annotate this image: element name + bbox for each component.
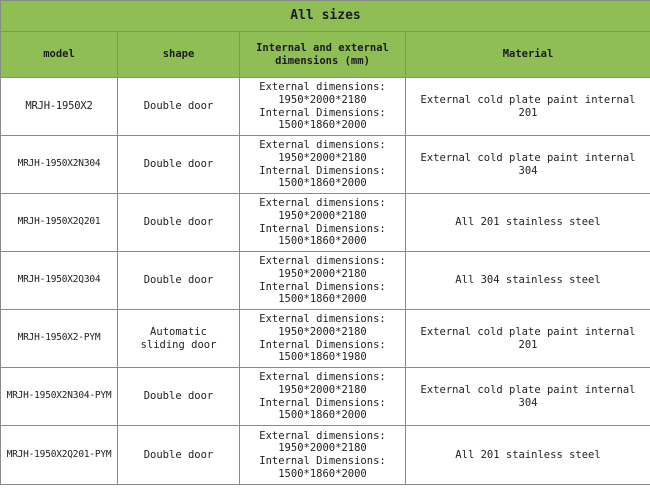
external-dimensions-value: 1950*2000*2180 bbox=[278, 151, 367, 164]
internal-dimensions-value: 1500*1860*2000 bbox=[278, 467, 367, 480]
external-dimensions-label: External dimensions: bbox=[259, 139, 386, 152]
header-shape: shape bbox=[118, 32, 240, 78]
external-dimensions-label: External dimensions: bbox=[259, 255, 386, 268]
internal-dimensions-value: 1500*1860*2000 bbox=[278, 119, 367, 132]
header-dimensions-line2: dimensions (mm) bbox=[275, 54, 370, 67]
model-cell: MRJH-1950X2 bbox=[1, 78, 118, 136]
table-row bbox=[1, 136, 650, 194]
table-title-row bbox=[1, 1, 650, 32]
material-cell: All 304 stainless steel bbox=[406, 252, 650, 310]
internal-dimensions-value: 1500*1860*1980 bbox=[278, 351, 367, 364]
external-dimensions-value: 1950*2000*2180 bbox=[278, 267, 367, 280]
table-row bbox=[1, 252, 650, 310]
header-dimensions bbox=[240, 32, 406, 78]
model-cell: MRJH-1950X2N304 bbox=[1, 136, 118, 194]
external-dimensions-label: External dimensions: bbox=[259, 81, 386, 94]
material-cell: External cold plate paint internal 201 bbox=[406, 310, 650, 368]
material-cell: All 201 stainless steel bbox=[406, 426, 650, 485]
table-row bbox=[1, 426, 650, 485]
material-cell: External cold plate paint internal 304 bbox=[406, 368, 650, 426]
table-row bbox=[1, 368, 650, 426]
internal-dimensions-value: 1500*1860*2000 bbox=[278, 235, 367, 248]
internal-dimensions-label: Internal Dimensions: bbox=[259, 455, 386, 467]
shape-line1: Automatic bbox=[150, 325, 207, 338]
table-row bbox=[1, 194, 650, 252]
external-dimensions-label: External dimensions: bbox=[259, 371, 386, 384]
shape-line1: Double door bbox=[143, 100, 214, 113]
model-cell: MRJH-1950X2Q201 bbox=[1, 194, 118, 252]
external-dimensions-label: External dimensions: bbox=[259, 429, 386, 442]
external-dimensions-value: 1950*2000*2180 bbox=[278, 209, 367, 222]
dimensions-cell bbox=[240, 194, 406, 252]
internal-dimensions-value: 1500*1860*2000 bbox=[278, 409, 367, 422]
shape-cell bbox=[118, 78, 240, 136]
material-cell: External cold plate paint internal 304 bbox=[406, 136, 650, 194]
model-cell: MRJH-1950X2-PYM bbox=[1, 310, 118, 368]
dimensions-cell bbox=[240, 426, 406, 485]
material-cell: External cold plate paint internal 201 bbox=[406, 78, 650, 136]
table-body bbox=[1, 78, 650, 485]
dimensions-cell bbox=[240, 136, 406, 194]
model-cell: MRJH-1950X2Q201-PYM bbox=[1, 426, 118, 485]
material-cell: All 201 stainless steel bbox=[406, 194, 650, 252]
model-cell: MRJH-1950X2Q304 bbox=[1, 252, 118, 310]
header-material: Material bbox=[406, 32, 650, 78]
shape-cell bbox=[118, 368, 240, 426]
dimensions-cell bbox=[240, 310, 406, 368]
table-header-row bbox=[1, 32, 650, 78]
external-dimensions-label: External dimensions: bbox=[259, 197, 386, 210]
shape-line1: Double door bbox=[143, 448, 214, 461]
table-row bbox=[1, 78, 650, 136]
internal-dimensions-label: Internal Dimensions: bbox=[259, 164, 386, 177]
shape-line1: Double door bbox=[143, 158, 214, 171]
header-model: model bbox=[1, 32, 118, 78]
external-dimensions-value: 1950*2000*2180 bbox=[278, 442, 367, 455]
shape-cell bbox=[118, 426, 240, 485]
model-cell: MRJH-1950X2N304-PYM bbox=[1, 368, 118, 426]
internal-dimensions-label: Internal Dimensions: bbox=[259, 280, 386, 293]
header-dimensions-line1: Internal and external bbox=[256, 41, 389, 54]
external-dimensions-value: 1950*2000*2180 bbox=[278, 383, 367, 396]
external-dimensions-value: 1950*2000*2180 bbox=[278, 93, 367, 106]
shape-cell bbox=[118, 194, 240, 252]
table-row bbox=[1, 310, 650, 368]
external-dimensions-label: External dimensions: bbox=[259, 313, 386, 326]
dimensions-cell bbox=[240, 78, 406, 136]
shape-line1: Double door bbox=[143, 216, 214, 229]
shape-line1: Double door bbox=[143, 390, 214, 403]
table-title: All sizes bbox=[1, 1, 650, 32]
external-dimensions-value: 1950*2000*2180 bbox=[278, 325, 367, 338]
internal-dimensions-label: Internal Dimensions: bbox=[259, 396, 386, 409]
shape-cell bbox=[118, 252, 240, 310]
shape-line2: sliding door bbox=[140, 338, 217, 351]
dimensions-cell bbox=[240, 368, 406, 426]
internal-dimensions-label: Internal Dimensions: bbox=[259, 106, 386, 119]
shape-cell bbox=[118, 136, 240, 194]
shape-cell bbox=[118, 310, 240, 368]
shape-line1: Double door bbox=[143, 274, 214, 287]
internal-dimensions-label: Internal Dimensions: bbox=[259, 338, 386, 351]
internal-dimensions-value: 1500*1860*2000 bbox=[278, 177, 367, 190]
internal-dimensions-label: Internal Dimensions: bbox=[259, 222, 386, 235]
dimensions-cell bbox=[240, 252, 406, 310]
internal-dimensions-value: 1500*1860*2000 bbox=[278, 293, 367, 306]
